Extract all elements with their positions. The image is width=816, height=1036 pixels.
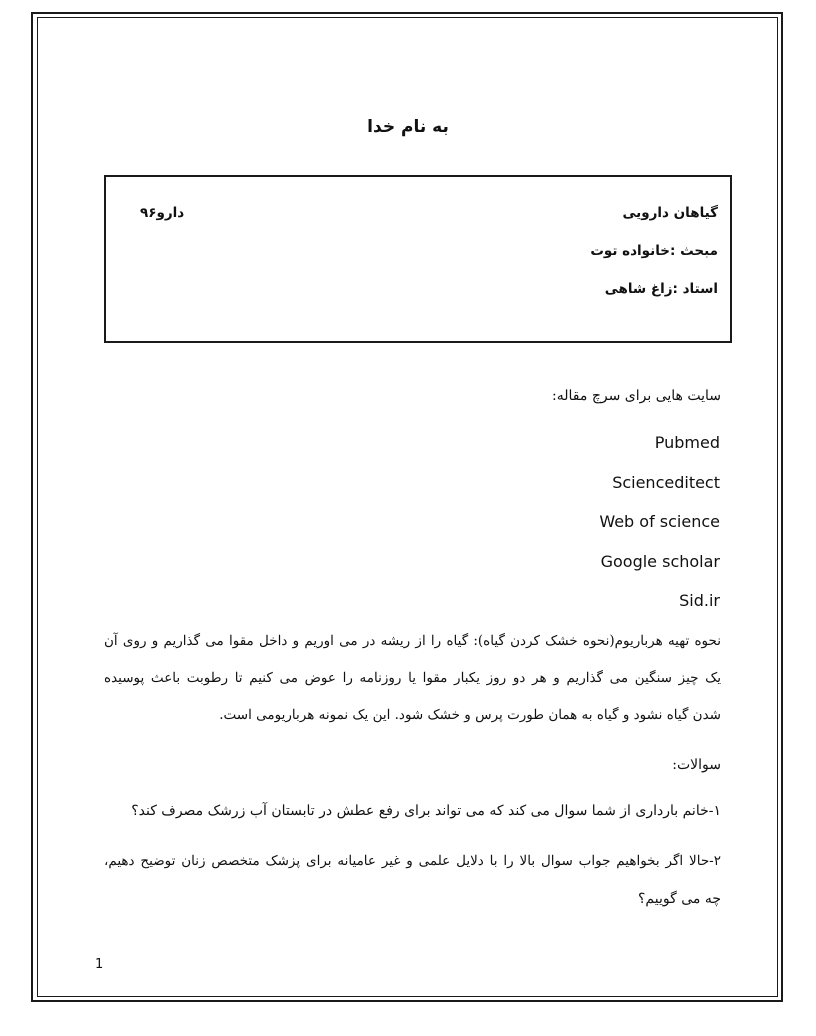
site-item: Google scholar [600, 552, 720, 571]
document-title: به نام خدا [367, 117, 449, 137]
site-item: Sciencediteсt [612, 473, 720, 492]
question-2-line: چه می گوییم؟ [638, 891, 721, 907]
question-2-line: ۲-حالا اگر بخواهیم جواب سوال بالا را با دلایل علمی و غیر عامیانه برای پزشک متخصص زنان توضیح دهیم، [104, 853, 721, 869]
site-item: Pubmed [654, 433, 720, 452]
sites-heading: سایت هایی برای سرچ مقاله: [552, 388, 721, 404]
course-name: گیاهان دارویی [622, 205, 718, 221]
course-info-box [104, 175, 732, 343]
question-1: ۱-خانم بارداری از شما سوال می کند که می تواند برای رفع عطش در تابستان آب زرشک مصرف کند؟ [131, 803, 721, 819]
page-number: 1 [95, 957, 104, 972]
questions-heading: سوالات: [672, 757, 721, 773]
site-item: Web of science [599, 512, 720, 531]
course-code: دارو۹۶ [140, 205, 185, 221]
herbarium-paragraph-line: نحوه تهیه هرباریوم(نحوه خشک کردن گیاه): گیاه را از ریشه در می اوریم و داخل مقوا می گذاریم و روی آن [104, 633, 721, 649]
herbarium-paragraph-line: یک چیز سنگین می گذاریم و هر دو روز یکبار مقوا یا روزنامه را عوض می کنیم تا رطوبت باعث پوسیده [104, 670, 721, 686]
topic-line: مبحث :خانواده توت [590, 243, 718, 259]
herbarium-paragraph-line: شدن گیاه نشود و گیاه به همان طورت پرس و خشک شود. این یک نمونه هرباریومی است. [219, 707, 721, 723]
instructor-line: استاد :زاغ شاهی [604, 281, 718, 297]
page-border-inner [37, 17, 778, 997]
site-item: Sid.ir [679, 591, 720, 610]
